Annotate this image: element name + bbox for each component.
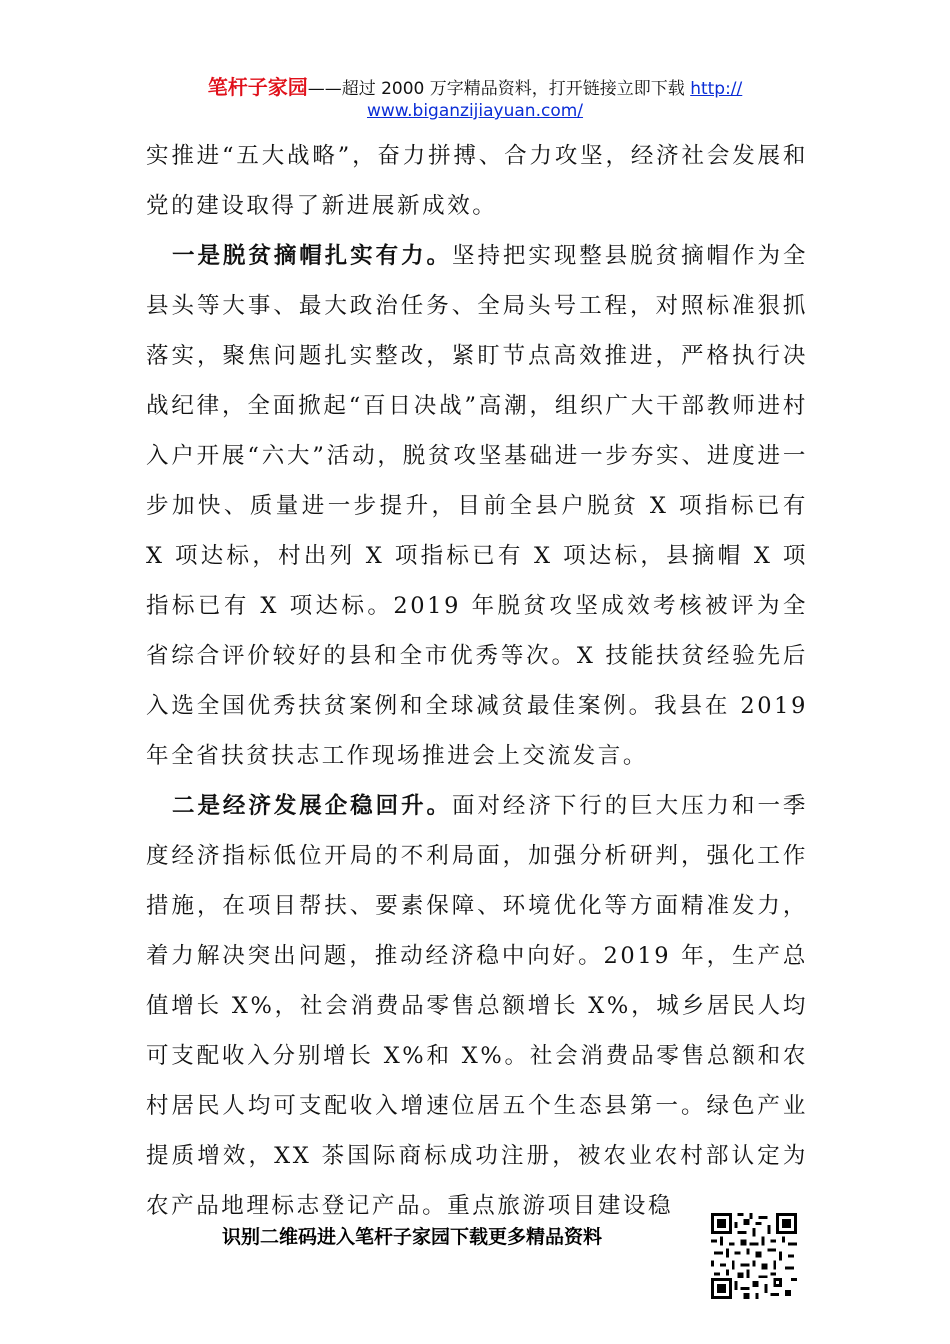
paragraph-2 — [146, 231, 808, 781]
paragraph-2-heading: 一是脱贫摘帽扎实有力。 — [172, 243, 452, 269]
brand-name: 笔杆子家园 — [207, 75, 308, 99]
header-line-1 — [0, 75, 950, 101]
paragraph-3-text: 面对经济下行的巨大压力和一季度经济指标低位开局的不利局面，加强分析研判，强化工作措施，在项目帮扶、要素保障、环境优化等方面精准发力，着力解决突出问题，推动经济稳中向好。2019 年，生产总值增长 X%，社会消费品零售总额增长 X%，城乡居民人均可支配收入分别增长 X%和 X%。社会消费品零售总额和农村居民人均可支配收入增速位居五个生态县第一。绿色产业提质增效，XX 茶国际商标成功注册，被农业农村部认定为农产品地理标志登记产品。重点旅游项目建设稳 — [146, 793, 808, 1219]
document-body — [146, 131, 808, 1231]
header-link-part2[interactable]: www.biganzijiayuan.com/ — [366, 101, 584, 121]
header-line-2 — [0, 99, 950, 123]
header-tagline: ——超过 2000 万字精品资料，打开链接立即下载 — [307, 79, 691, 99]
paragraph-2-text: 坚持把实现整县脱贫摘帽作为全县头等大事、最大政治任务、全局头号工程，对照标准狠抓落实，聚焦问题扎实整改，紧盯节点高效推进，严格执行决战纪律，全面掀起“百日决战”高潮，组织广大干部教师进村入户开展“六大”活动，脱贫攻坚基础进一步夯实、进度进一步加快、质量进一步提升，目前全县户脱贫 X 项指标已有 X 项达标，村出列 X 项指标已有 X 项达标，县摘帽 X 项指标已有 X 项达标。2019 年脱贫攻坚成效考核被评为全省综合评价较好的县和全市优秀等次。X 技能扶贫经验先后入选全国优秀扶贫案例和全球减贫最佳案例。我县在 2019 年全省扶贫扶志工作现场推进会上交流发言。 — [146, 243, 808, 769]
paragraph-1: 实推进“五大战略”，奋力拼搏、合力攻坚，经济社会发展和党的建设取得了新进展新成效。 — [146, 143, 808, 219]
header-link-part1[interactable]: http:// — [690, 79, 743, 99]
paragraph-3-heading: 二是经济发展企稳回升。 — [172, 793, 452, 819]
footer-qr-caption: 识别二维码进入笔杆子家园下载更多精品资料 — [222, 1226, 603, 1248]
paragraph-3 — [146, 781, 808, 1231]
qr-code-icon[interactable] — [711, 1213, 797, 1299]
